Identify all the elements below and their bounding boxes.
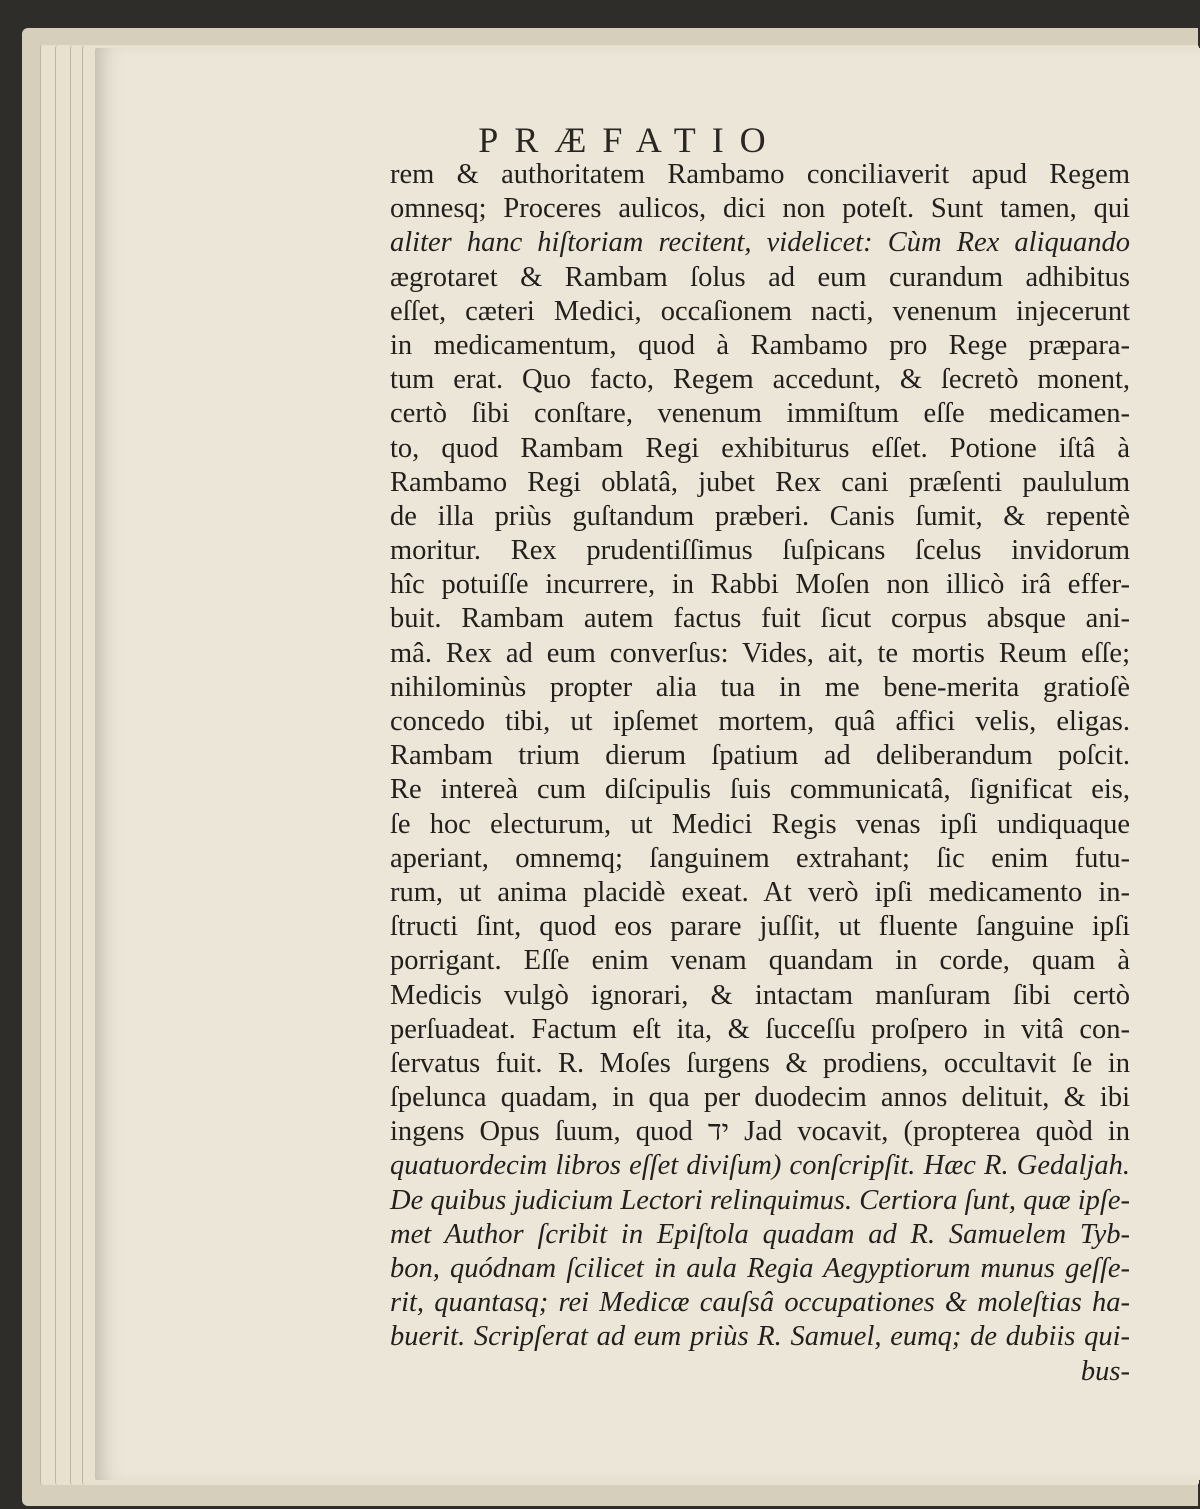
- text-line: in medicamentum, quod à Rambamo pro Rege præpara-: [390, 329, 1130, 361]
- text-line: rit, quantasq; rei Medicæ cauſsâ occupationes & moleſtias ha-: [390, 1287, 1130, 1319]
- text-line: quatuordecim libros eſſet diviſum) conſcripſit. Hæc R. Gedaljah.: [390, 1150, 1130, 1182]
- text-line: hîc potuiſſe incurrere, in Rabbi Moſen non illicò irâ effer-: [390, 569, 1130, 601]
- text-line: tum erat. Quo facto, Regem accedunt, & ſecretò monent,: [390, 364, 1130, 396]
- text-line: Medicis vulgò ignorari, & intactam manſuram ſibi certò: [390, 979, 1130, 1011]
- text-line: omnesq; Proceres aulicos, dici non poteſt. Sunt tamen, qui: [390, 193, 1130, 225]
- text-line: bon, quódnam ſcilicet in aula Regia Aegyptiorum munus geſſe-: [390, 1253, 1130, 1284]
- running-head: PRÆFATIO: [478, 120, 782, 160]
- text-line: porrigant. Eſſe enim venam quandam in corde, quam à: [390, 945, 1130, 977]
- text-line: ſpelunca quadam, in qua per duodecim annos delituit, & ibi: [390, 1082, 1130, 1114]
- text-line: certò ſibi conſtare, venenum immiſtum eſſe medicamen-: [390, 398, 1130, 430]
- text-line: concedo tibi, ut ipſemet mortem, quâ affici velis, eligas.: [390, 706, 1130, 737]
- text-line: ægrotaret & Rambam ſolus ad eum curandum adhibitus: [390, 261, 1130, 293]
- text-line: mâ. Rex ad eum converſus: Vides, ait, te mortis Reum eſſe;: [390, 637, 1130, 669]
- text-line: buerit. Scripſerat ad eum priùs R. Samuel, eumq; de dubiis qui-: [390, 1321, 1130, 1353]
- text-line: rem & authoritatem Rambamo conciliaverit apud Regem: [390, 159, 1130, 190]
- text-line: rum, ut anima placidè exeat. At verò ipſi medicamento in-: [390, 876, 1130, 908]
- text-line: aperiant, omnemq; ſanguinem extrahant; ſic enim futu-: [390, 842, 1130, 874]
- text-line: Rambamo Regi oblatâ, jubet Rex cani præſenti paululum: [390, 466, 1130, 498]
- text-line: buit. Rambam autem factus fuit ſicut corpus absque ani-: [390, 603, 1130, 635]
- text-line: perſuadeat. Factum eſt ita, & ſucceſſu proſpero in vitâ con-: [390, 1013, 1130, 1045]
- text-line: aliter hanc hiſtoriam recitent, videlicet: Cùm Rex aliquando: [390, 227, 1130, 259]
- text-line: moritur. Rex prudentiſſimus ſuſpicans ſcelus invidorum: [390, 535, 1130, 567]
- text-line: De quibus judicium Lectori relinquimus. Certiora ſunt, quæ ipſe-: [390, 1184, 1130, 1216]
- text-line: ſervatus fuit. R. Moſes ſurgens & prodiens, occultavit ſe in: [390, 1047, 1130, 1079]
- body-text: [390, 158, 1130, 1389]
- text-line: to, quod Rambam Regi exhibiturus eſſet. Potione iſtâ à: [390, 432, 1130, 464]
- text-line: met Author ſcribit in Epiſtola quadam ad R. Samuelem Tyb-: [390, 1218, 1130, 1250]
- catchword: bus-: [1080, 1355, 1130, 1387]
- text-line: de illa priùs guſtandum præberi. Canis ſumit, & repentè: [390, 500, 1130, 532]
- text-line: ſtructi ſint, quod eos parare juſſit, ut fluente ſanguine ipſi: [390, 911, 1130, 943]
- text-line: nihilominùs propter alia tua in me bene-merita gratioſè: [390, 671, 1130, 703]
- text-line: ſe hoc electurum, ut Medici Regis venas ipſi undiquaque: [390, 808, 1130, 840]
- text-line: eſſet, cæteri Medici, occaſionem nacti, venenum injecerunt: [390, 295, 1130, 327]
- text-line: ingens Opus ſuum, quod יד Jad vocavit, (propterea quòd in: [390, 1116, 1131, 1148]
- text-line: Re intereà cum diſcipulis ſuis communicatâ, ſignificat eis,: [390, 774, 1130, 806]
- text-line: Rambam trium dierum ſpatium ad deliberandum poſcit.: [390, 740, 1130, 772]
